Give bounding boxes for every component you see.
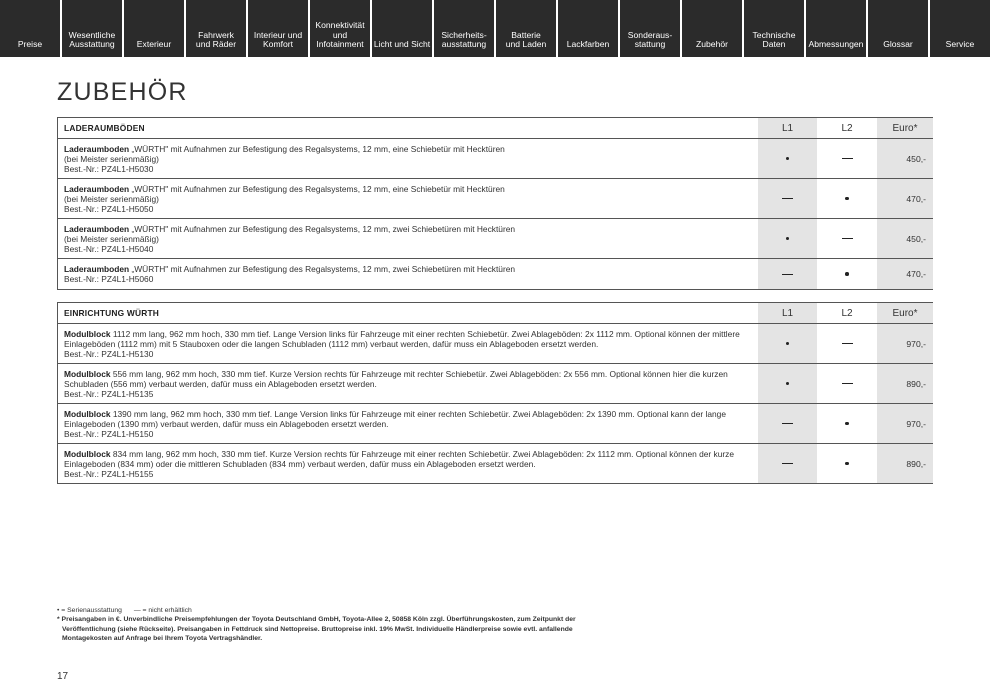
nav-tab-label: Wesentliche (68, 29, 116, 40)
item-text: „WÜRTH" mit Aufnahmen zur Befestigung des Regalsystems, 12 mm, zwei Schiebetüren mit Hecktüren (129, 224, 516, 234)
nav-tab-exterieur[interactable] (124, 0, 184, 57)
standard-dot-icon (786, 342, 790, 346)
nav-tab-label: Lackfarben (566, 38, 610, 49)
table-row (58, 364, 932, 404)
article-number: Best.-Nr.: PZ4L1-H5135 (64, 388, 154, 399)
item-name: Laderaumboden (64, 184, 130, 194)
nav-tab-label: Daten (762, 38, 786, 49)
nav-tab-label: Fahrwerk (198, 29, 234, 40)
nav-tab-label: Glossar (883, 38, 913, 49)
article-number: Best.-Nr.: PZ4L1-H5060 (64, 273, 154, 284)
unavailable-dash-icon (842, 238, 853, 239)
nav-tab-label: Preise (17, 38, 43, 49)
item-text: „WÜRTH" mit Aufnahmen zur Befestigung des Regalsystems, 12 mm, zwei Schiebetüren mit Hecktüren (129, 264, 516, 274)
table-row (58, 139, 932, 179)
item-description (64, 370, 749, 400)
availability-l1 (758, 404, 817, 443)
nav-tab-label: und (332, 29, 348, 40)
column-header-l2: L2 (817, 303, 877, 323)
item-text: 834 mm lang, 962 mm hoch, 330 mm tief. Kurze Version rechts für Fahrzeuge mit einer rechten Schiebetür. Zwei Ablageböden: 2x 1112 mm. Optional können der kurze Einlageboden (834 mm) oder die mittleren Schubladen (834 mm) verbaut werden, dafür muss ein Ablageboden ersetzt werden. (64, 449, 735, 469)
top-navigation (0, 0, 990, 57)
unavailable-dash-icon (782, 274, 793, 275)
article-number: Best.-Nr.: PZ4L1-H5030 (64, 163, 154, 174)
availability-l2 (817, 259, 877, 289)
standard-dot-icon (845, 422, 849, 426)
table-row (58, 444, 932, 483)
nav-tab-konnektivitaet[interactable] (310, 0, 370, 57)
nav-tab-label: Ausstattung (69, 38, 115, 49)
page-number: 17 (57, 671, 69, 682)
nav-tab-label: Interieur und (253, 29, 303, 40)
availability-l2 (817, 364, 877, 403)
availability-l1 (758, 259, 817, 289)
table-row (58, 324, 932, 364)
availability-l2 (817, 404, 877, 443)
column-header-l1: L1 (758, 303, 817, 323)
item-name: Laderaumboden (64, 144, 130, 154)
nav-tab-batterie[interactable] (496, 0, 556, 57)
item-name: Modulblock (64, 369, 111, 379)
table-row (58, 179, 932, 219)
column-header-price: Euro* (877, 303, 933, 323)
standard-dot-icon (845, 197, 849, 201)
item-text: 1390 mm lang, 962 mm hoch, 330 mm tief. Lange Version links für Fahrzeuge mit einer rechten Schiebetür. Zwei Ablageböden: 2x 1390 mm. Optional kann der lange Einlageboden (1390 mm) verbaut werden, dafür muss ein Ablageboden ersetzt werden. (64, 409, 726, 429)
nav-tab-service[interactable] (930, 0, 990, 57)
table-laderaumboeden (57, 117, 933, 290)
item-name: Modulblock (64, 449, 111, 459)
nav-tab-label: und Laden (505, 38, 547, 49)
unavailable-dash-icon (842, 158, 853, 159)
nav-tab-label: und Räder (195, 38, 237, 49)
availability-l2 (817, 324, 877, 363)
item-text: 1112 mm lang, 962 mm hoch, 330 mm tief. Lange Version links für Fahrzeuge mit einer rechten Schiebetür. Zwei Ablageböden: 2x 1112 mm. Optional können der mittlere Einlageböden (1112 mm) mit 5 Stauboxen oder die langen Schubladen (1112 mm) verbaut werden, dafür muss ein Ablageboden ersetzt werden. (64, 329, 740, 349)
nav-tab-label: Batterie (511, 29, 541, 40)
legend-unavailable: — = nicht erhältlich (133, 607, 192, 614)
availability-l1 (758, 179, 817, 218)
footnotes (57, 606, 617, 643)
table-row (58, 219, 932, 259)
availability-l2 (817, 219, 877, 258)
item-text: „WÜRTH" mit Aufnahmen zur Befestigung des Regalsystems, 12 mm, eine Schiebetür mit Hecktüren (129, 184, 505, 194)
item-price: 970,- (877, 404, 933, 443)
article-number: Best.-Nr.: PZ4L1-H5150 (64, 428, 154, 439)
table-title: EINRICHTUNG WÜRTH (64, 308, 160, 318)
item-description (64, 450, 749, 480)
nav-tab-lackfarben[interactable] (558, 0, 618, 57)
item-price: 470,- (877, 259, 933, 289)
item-note: (bei Meister serienmäßig) (64, 153, 159, 164)
item-description (64, 410, 749, 440)
nav-tab-label: stattung (634, 38, 666, 49)
unavailable-dash-icon (782, 463, 793, 464)
standard-dot-icon (845, 462, 849, 466)
legend (57, 606, 617, 615)
nav-tab-wesentliche-ausstattung[interactable] (62, 0, 122, 57)
nav-tab-technische-daten[interactable] (744, 0, 804, 57)
item-description (64, 225, 749, 255)
nav-tab-label: Zubehör (695, 38, 728, 49)
availability-l1 (758, 219, 817, 258)
standard-dot-icon (786, 382, 790, 386)
nav-tab-label: Exterieur (136, 38, 172, 49)
item-price: 450,- (877, 139, 933, 178)
column-header-l1: L1 (758, 118, 817, 138)
item-text: 556 mm lang, 962 mm hoch, 330 mm tief. Kurze Version rechts für Fahrzeuge mit rechter Schiebetür. Zwei Ablageböden: 2x 556 mm. Optional können hier die kurzen Schubladen (556 mm) verbaut werden, dafür muss ein Ablageboden ersetzt werden. (64, 369, 728, 389)
legend-standard: • = Serienausstattung (57, 607, 122, 614)
price-note: * Preisangaben in €. Unverbindliche Preisempfehlungen der Toyota Deutschland GmbH, Toyota-Allee 2, 50858 Köln zzgl. Überführungskosten, zum Zeitpunkt der Veröffentlichung (siehe Rückseite). Preisangaben in Fettdruck sind Nettopreise. Bruttopreise inkl. 19% MwSt. Individuelle Händlerpreise sowie evtl. anfallende Montagekosten auf Anfrage bei Ihrem Toyota Vertragshändler. (57, 616, 576, 642)
table-einrichtung-wuerth (57, 302, 933, 484)
item-note: (bei Meister serienmäßig) (64, 233, 159, 244)
availability-l1 (758, 139, 817, 178)
standard-dot-icon (845, 272, 849, 276)
item-name: Modulblock (64, 329, 111, 339)
nav-tab-label: Abmessungen (808, 38, 864, 49)
nav-tab-zubehoer[interactable] (682, 0, 742, 57)
nav-tab-preise[interactable] (0, 0, 60, 57)
availability-l2 (817, 444, 877, 483)
article-number: Best.-Nr.: PZ4L1-H5155 (64, 468, 154, 479)
item-name: Laderaumboden (64, 264, 130, 274)
unavailable-dash-icon (782, 423, 793, 424)
article-number: Best.-Nr.: PZ4L1-H5040 (64, 243, 154, 254)
item-note: (bei Meister serienmäßig) (64, 193, 159, 204)
column-header-l2: L2 (817, 118, 877, 138)
unavailable-dash-icon (842, 383, 853, 384)
item-price: 470,- (877, 179, 933, 218)
unavailable-dash-icon (842, 343, 853, 344)
availability-l2 (817, 179, 877, 218)
item-description (64, 265, 749, 285)
table-row (58, 259, 932, 289)
nav-tab-label: Technische (752, 29, 796, 40)
item-description (64, 330, 749, 360)
article-number: Best.-Nr.: PZ4L1-H5130 (64, 348, 154, 359)
availability-l1 (758, 444, 817, 483)
page-title: ZUBEHÖR (57, 78, 188, 106)
nav-tab-licht-und-sicht[interactable] (372, 0, 432, 57)
item-description (64, 145, 749, 175)
table-header (58, 303, 932, 324)
nav-tab-sonderausstattung[interactable] (620, 0, 680, 57)
availability-l2 (817, 139, 877, 178)
nav-tab-label: Konnektivität (315, 20, 365, 31)
item-price: 970,- (877, 324, 933, 363)
item-price: 890,- (877, 444, 933, 483)
nav-tab-interieur[interactable] (248, 0, 308, 57)
table-header (58, 118, 932, 139)
nav-tab-label: ausstattung (441, 38, 487, 49)
availability-l1 (758, 364, 817, 403)
nav-tab-abmessungen[interactable] (806, 0, 866, 57)
nav-tab-label: Licht und Sicht (373, 38, 431, 49)
article-number: Best.-Nr.: PZ4L1-H5050 (64, 203, 154, 214)
item-name: Laderaumboden (64, 224, 130, 234)
nav-tab-label: Service (945, 38, 975, 49)
nav-tab-label: Sonderaus- (627, 29, 673, 40)
item-text: „WÜRTH" mit Aufnahmen zur Befestigung des Regalsystems, 12 mm, eine Schiebetür mit Hecktüren (129, 144, 505, 154)
standard-dot-icon (786, 157, 790, 161)
item-name: Modulblock (64, 409, 111, 419)
item-description (64, 185, 749, 215)
nav-tab-label: Sicherheits- (441, 29, 487, 40)
column-header-price: Euro* (877, 118, 933, 138)
item-price: 450,- (877, 219, 933, 258)
nav-tab-glossar[interactable] (868, 0, 928, 57)
table-title: LADERAUMBÖDEN (64, 123, 145, 133)
nav-tab-label: Infotainment (316, 38, 364, 49)
unavailable-dash-icon (782, 198, 793, 199)
availability-l1 (758, 324, 817, 363)
table-row (58, 404, 932, 444)
nav-tab-sicherheitsausstattung[interactable] (434, 0, 494, 57)
nav-tab-label: Komfort (262, 38, 294, 49)
standard-dot-icon (786, 237, 790, 241)
nav-tab-fahrwerk[interactable] (186, 0, 246, 57)
item-price: 890,- (877, 364, 933, 403)
